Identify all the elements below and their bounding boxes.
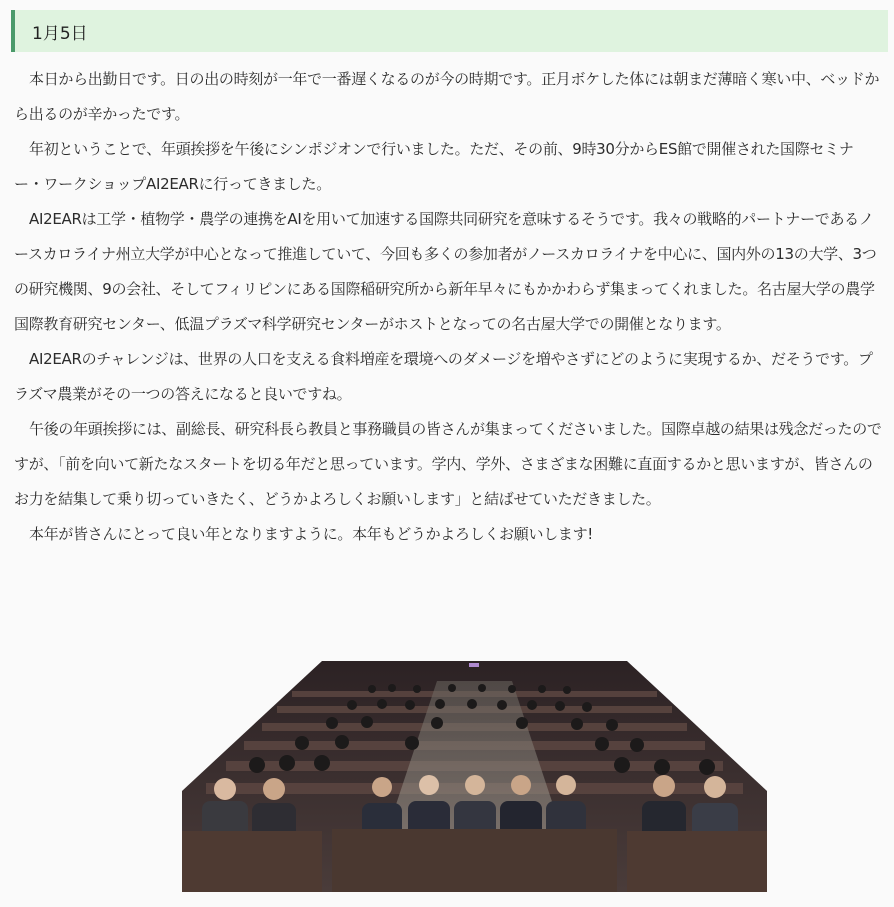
paragraph: 本日から出勤日です。日の出の時刻が一年で一番遅くなるのが今の時期です。正月ボケした体には朝まだ薄暗く寒い中、ベッドから出るのが辛かったです。	[14, 70, 880, 123]
group-photo	[182, 661, 767, 892]
paragraph: 午後の年頭挨拶には、副総長、研究科長ら教員と事務職員の皆さんが集まってくださいました。国際卓越の結果は残念だったのですが、「前を向いて新たなスタートを切る年だと思っています。学内、学外、さまざまな困難に直面するかと思いますが、皆さんのお力を結集して乗り切っていきたく、どうかよろしくお願いします」と結ばせていただきました。	[14, 420, 882, 508]
paragraph: AI2EARのチャレンジは、世界の人口を支える食料増産を環境へのダメージを増やさずにどのように実現するか、だそうです。プラズマ農業がその一つの答えになると良いですね。	[14, 350, 873, 403]
paragraph: AI2EARは工学・植物学・農学の連携をAIを用いて加速する国際共同研究を意味するそうです。我々の戦略的パートナーであるノースカロライナ州立大学が中心となって推進していて、今回も多くの参加者がノースカロライナを中心に、国内外の13の大学、3つの研究機関、9の会社、そしてフィリピンにある国際稲研究所から新年早々にもかかわらず集まってくれました。名古屋大学の農学国際教育研究センター、低温プラズマ科学研究センターがホストとなっての名古屋大学での開催となります。	[14, 210, 877, 333]
article-body	[14, 62, 882, 552]
paragraph: 年初ということで、年頭挨拶を午後にシンポジオンで行いました。ただ、その前、9時30分からES館で開催された国際セミナー・ワークショップAI2EARに行ってきました。	[14, 140, 854, 193]
date-heading-text: 1月5日	[32, 23, 88, 44]
paragraph: 本年が皆さんにとって良い年となりますように。本年もどうかよろしくお願いします!	[29, 525, 594, 543]
date-heading	[11, 10, 888, 52]
